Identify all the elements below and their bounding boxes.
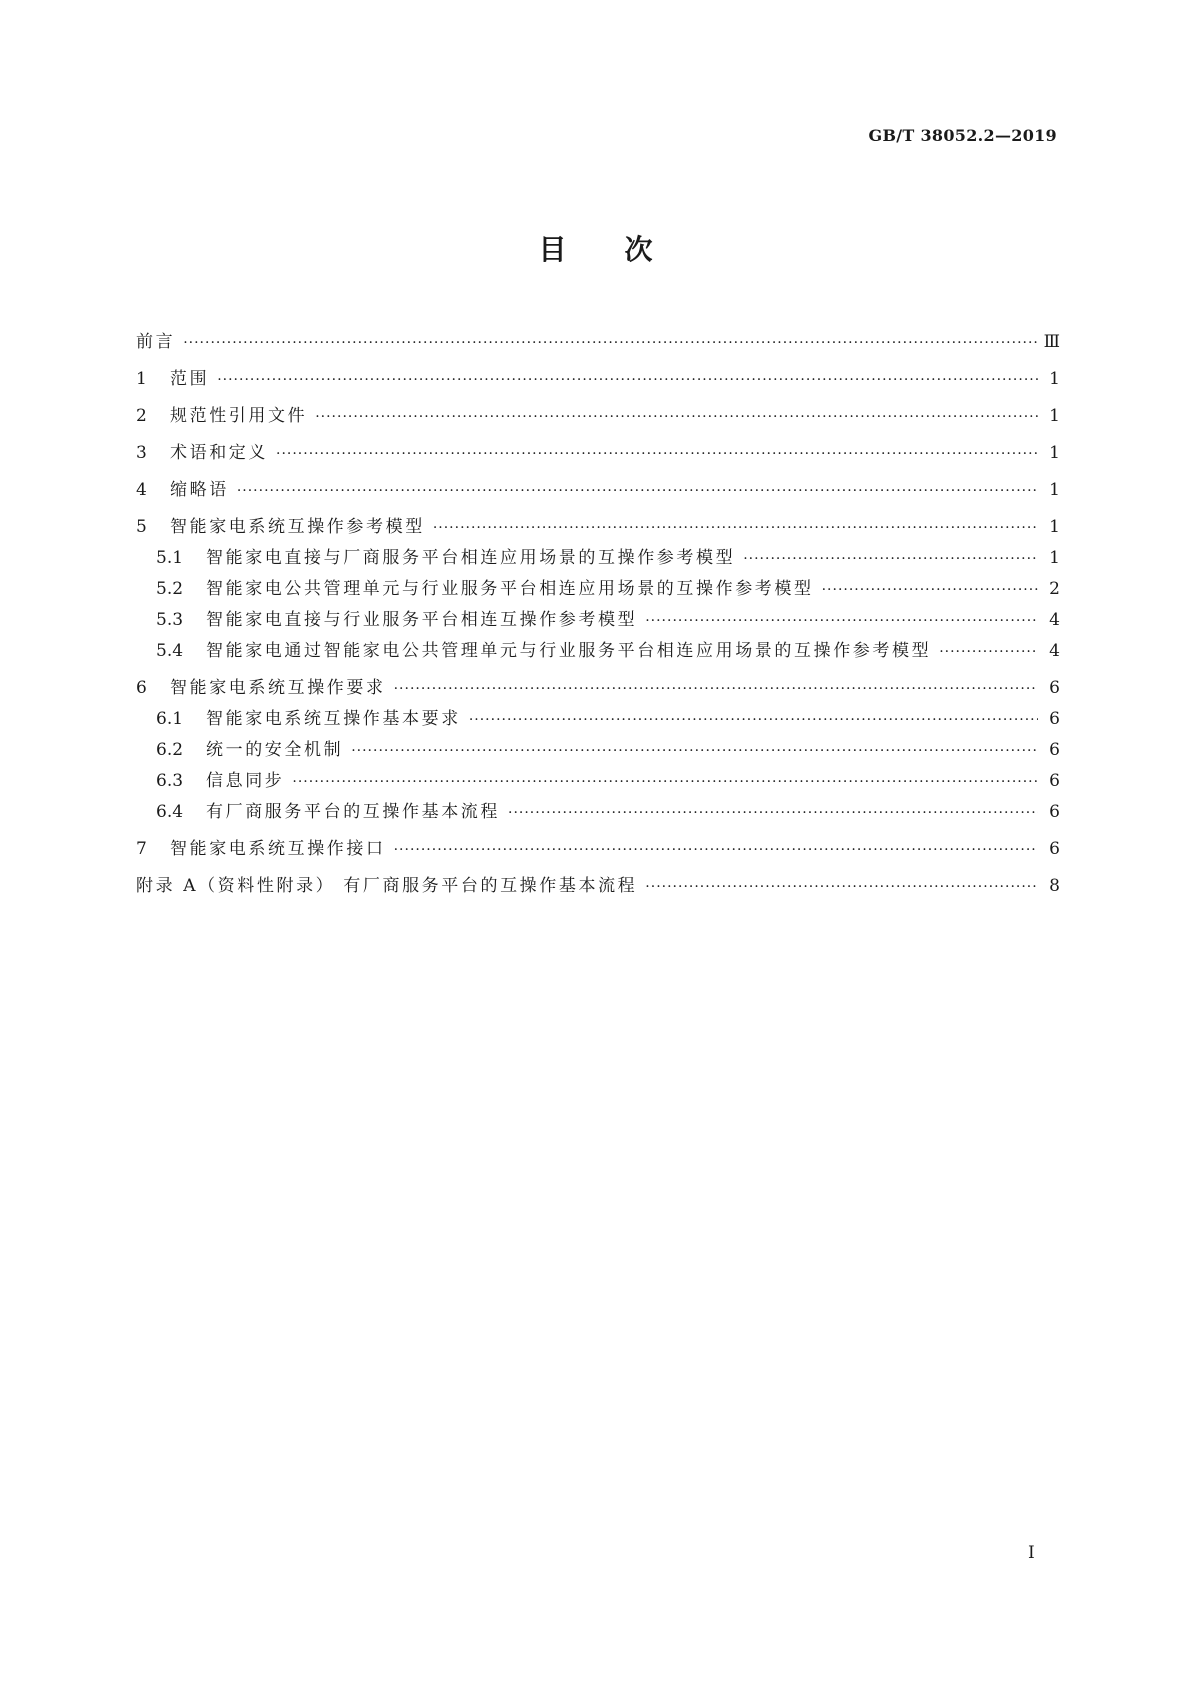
toc-entry-page: 6 xyxy=(1049,839,1060,859)
toc-entry-page: 6 xyxy=(1049,802,1060,822)
toc-entry-5[interactable] xyxy=(136,512,1060,543)
toc-entry-page: 6 xyxy=(1049,678,1060,698)
toc-entry-label: 规范性引用文件 xyxy=(170,406,308,426)
toc-entry-page: 4 xyxy=(1049,610,1060,630)
toc-entry-number: 5.1 xyxy=(156,548,184,568)
toc-leader-dots xyxy=(276,446,1038,462)
toc-entry-number: 4 xyxy=(136,480,147,500)
toc-entry-2[interactable] xyxy=(136,401,1060,432)
toc-entry-appendix-a[interactable] xyxy=(136,871,1060,902)
toc-leader-dots xyxy=(939,644,1038,660)
toc-entry-page: 6 xyxy=(1049,709,1060,729)
toc-entry-1[interactable] xyxy=(136,364,1060,395)
toc-entry-label: 智能家电系统互操作参考模型 xyxy=(170,517,425,537)
toc-entry-label: 术语和定义 xyxy=(170,443,268,463)
toc-entry-7[interactable] xyxy=(136,834,1060,865)
toc-leader-dots xyxy=(183,335,1037,351)
toc-entry-number: 1 xyxy=(136,369,147,389)
toc-entry-page: 6 xyxy=(1049,740,1060,760)
toc-entry-label: 智能家电通过智能家电公共管理单元与行业服务平台相连应用场景的互操作参考模型 xyxy=(206,641,932,661)
toc-entry-number: 7 xyxy=(136,839,147,859)
toc-entry-label: 统一的安全机制 xyxy=(206,740,344,760)
toc-leader-dots xyxy=(743,551,1038,567)
toc-entry-label: 前言 xyxy=(136,332,176,352)
toc-entry-6-2[interactable] xyxy=(136,735,1060,766)
toc-leader-dots xyxy=(237,483,1038,499)
toc-entry-label: 智能家电系统互操作要求 xyxy=(170,678,386,698)
toc-entry-number: 6.1 xyxy=(156,709,184,729)
toc-entry-page: Ⅲ xyxy=(1043,332,1060,352)
toc-entry-foreword[interactable] xyxy=(136,327,1060,358)
toc-leader-dots xyxy=(469,712,1038,728)
toc-entry-number: 5.3 xyxy=(156,610,184,630)
toc-leader-dots xyxy=(351,743,1038,759)
toc-entry-number: 5.4 xyxy=(156,641,184,661)
toc-title-char-1: 目 xyxy=(538,233,567,266)
toc-entry-number: 2 xyxy=(136,406,147,426)
toc-entry-page: 8 xyxy=(1049,876,1060,896)
toc-entry-6-3[interactable] xyxy=(136,766,1060,797)
toc-entry-5-1[interactable] xyxy=(136,543,1060,574)
toc-entry-5-2[interactable] xyxy=(136,574,1060,605)
toc-entry-6-1[interactable] xyxy=(136,704,1060,735)
toc-entry-label: 智能家电直接与厂商服务平台相连应用场景的互操作参考模型 xyxy=(206,548,736,568)
toc-title-char-2: 次 xyxy=(624,233,653,266)
toc-entry-number: 6.3 xyxy=(156,771,184,791)
toc-leader-dots xyxy=(217,372,1038,388)
toc-entry-number: 6 xyxy=(136,678,147,698)
toc-entry-page: 2 xyxy=(1049,579,1060,599)
toc-entry-page: 1 xyxy=(1049,480,1060,500)
toc-entry-number: 6.4 xyxy=(156,802,184,822)
toc-entry-6[interactable] xyxy=(136,673,1060,704)
toc-entry-number: 5 xyxy=(136,517,147,537)
toc-leader-dots xyxy=(394,842,1038,858)
toc-entry-label: 智能家电系统互操作接口 xyxy=(170,839,386,859)
toc-entry-page: 1 xyxy=(1049,548,1060,568)
toc-leader-dots xyxy=(645,879,1038,895)
toc-entry-label: 智能家电系统互操作基本要求 xyxy=(206,709,461,729)
toc-leader-dots xyxy=(394,681,1038,697)
toc-entry-page: 6 xyxy=(1049,771,1060,791)
toc-entry-5-4[interactable] xyxy=(136,636,1060,667)
toc-leader-dots xyxy=(645,613,1038,629)
toc-entry-label: 范围 xyxy=(170,369,210,389)
toc-entry-5-3[interactable] xyxy=(136,605,1060,636)
toc-leader-dots xyxy=(508,805,1038,821)
toc-entry-page: 1 xyxy=(1049,406,1060,426)
toc-entry-4[interactable] xyxy=(136,475,1060,506)
toc-entry-label: 缩略语 xyxy=(170,480,229,500)
toc-entry-label: 信息同步 xyxy=(206,771,285,791)
page-number: I xyxy=(1028,1543,1035,1563)
toc-leader-dots xyxy=(315,409,1038,425)
document-code: GB/T 38052.2—2019 xyxy=(868,126,1057,145)
toc-entry-page: 4 xyxy=(1049,641,1060,661)
toc-entry-page: 1 xyxy=(1049,517,1060,537)
toc-leader-dots xyxy=(822,582,1038,598)
table-of-contents xyxy=(136,327,1060,902)
toc-title xyxy=(0,228,1191,268)
toc-entry-page: 1 xyxy=(1049,369,1060,389)
toc-entry-number: 3 xyxy=(136,443,147,463)
toc-entry-label: 附录 A（资料性附录） 有厂商服务平台的互操作基本流程 xyxy=(136,876,638,896)
toc-entry-number: 6.2 xyxy=(156,740,184,760)
toc-entry-label: 智能家电直接与行业服务平台相连互操作参考模型 xyxy=(206,610,638,630)
toc-entry-label: 智能家电公共管理单元与行业服务平台相连应用场景的互操作参考模型 xyxy=(206,579,814,599)
toc-entry-number: 5.2 xyxy=(156,579,184,599)
toc-leader-dots xyxy=(292,774,1038,790)
toc-entry-3[interactable] xyxy=(136,438,1060,469)
toc-entry-page: 1 xyxy=(1049,443,1060,463)
toc-entry-label: 有厂商服务平台的互操作基本流程 xyxy=(206,802,500,822)
toc-leader-dots xyxy=(433,520,1038,536)
toc-entry-6-4[interactable] xyxy=(136,797,1060,828)
